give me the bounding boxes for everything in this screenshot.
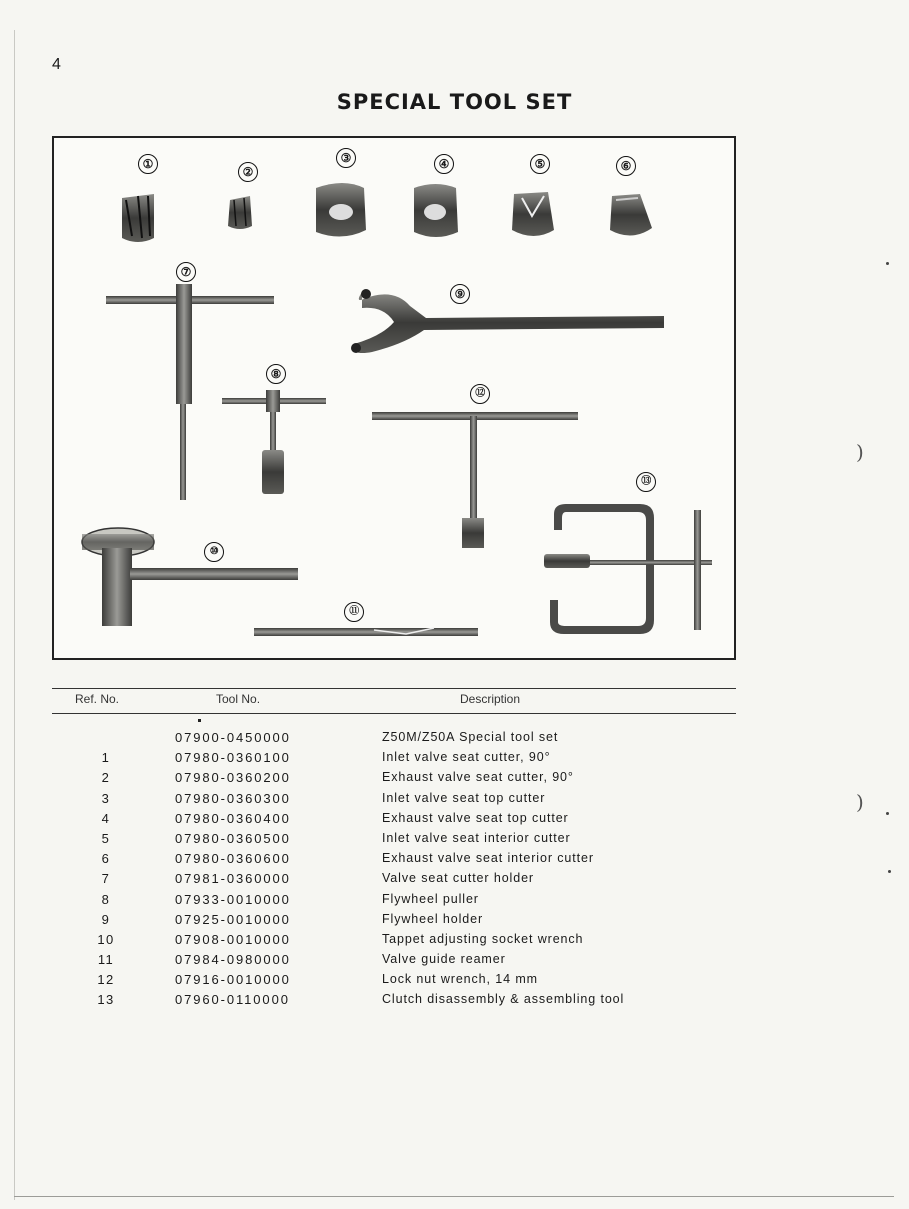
tool-number-cell: 07916-0010000 xyxy=(175,972,291,988)
table-row xyxy=(0,952,909,972)
ref-cell: 8 xyxy=(101,891,111,907)
description-cell: Exhaust valve seat top cutter xyxy=(382,810,569,825)
table-row xyxy=(0,972,909,992)
callout-8: ⑧ xyxy=(266,364,286,384)
tappet-wrench-drawing xyxy=(82,528,298,626)
tool-number-cell: 07980-0360200 xyxy=(175,770,291,786)
description-cell: Inlet valve seat interior cutter xyxy=(382,830,571,845)
callout-12: ⑫ xyxy=(470,384,490,404)
table-row xyxy=(0,892,909,912)
header-description: Description xyxy=(460,692,521,706)
table-row xyxy=(0,770,909,790)
tool-number-cell: 07933-0010000 xyxy=(175,891,291,907)
cutter-1 xyxy=(122,194,154,242)
callout-3: ③ xyxy=(336,148,356,168)
description-cell: Tappet adjusting socket wrench xyxy=(382,931,584,946)
tool-drawings xyxy=(54,138,734,658)
callout-13: ⑬ xyxy=(636,472,656,492)
description-cell: Clutch disassembly & assembling tool xyxy=(382,992,625,1007)
header-tool-no: Tool No. xyxy=(216,692,261,706)
scan-speck xyxy=(886,262,889,265)
callout-9: ⑨ xyxy=(450,284,470,304)
page-number: 4 xyxy=(52,56,61,73)
callout-2: ② xyxy=(238,162,258,182)
mark xyxy=(198,719,201,722)
callout-11: ⑪ xyxy=(344,602,364,622)
cutter-holder-drawing xyxy=(106,284,274,500)
description-cell: Inlet valve seat top cutter xyxy=(382,790,546,805)
table-row xyxy=(0,992,909,1012)
ref-cell: 5 xyxy=(101,830,111,846)
description-cell: Valve seat cutter holder xyxy=(382,871,534,886)
table-row xyxy=(0,730,909,750)
table-row xyxy=(0,791,909,811)
table-row xyxy=(0,932,909,952)
page-title: SPECIAL TOOL SET xyxy=(336,90,573,114)
tool-set-photo xyxy=(52,136,736,660)
table-rule xyxy=(52,713,736,714)
lock-nut-wrench-drawing xyxy=(372,412,578,548)
ref-cell: 13 xyxy=(97,992,115,1008)
tool-number-cell: 07980-0360500 xyxy=(175,830,291,846)
ref-cell: 10 xyxy=(97,931,115,947)
description-cell: Flywheel holder xyxy=(382,911,484,926)
flywheel-holder-drawing xyxy=(351,289,664,353)
ref-cell: 1 xyxy=(101,750,111,766)
tool-number-cell: 07900-0450000 xyxy=(175,730,291,745)
table-row xyxy=(0,831,909,851)
tool-number-cell: 07981-0360000 xyxy=(175,871,291,887)
callout-4: ④ xyxy=(434,154,454,174)
tool-number-cell: 07925-0010000 xyxy=(175,911,291,927)
callout-10: ⑩ xyxy=(204,542,224,562)
tool-number-cell: 07980-0360400 xyxy=(175,810,291,826)
callout-7: ⑦ xyxy=(176,262,196,282)
ref-cell: 2 xyxy=(101,770,111,786)
description-cell: Exhaust valve seat interior cutter xyxy=(382,851,594,866)
margin-mark: ) xyxy=(856,440,864,464)
clutch-tool-drawing xyxy=(544,504,712,634)
tool-number-cell: 07980-0360300 xyxy=(175,790,291,806)
tool-table-body xyxy=(0,730,909,1013)
description-cell: Z50M/Z50A Special tool set xyxy=(382,730,559,744)
cutter-3 xyxy=(316,183,366,237)
ref-cell: 4 xyxy=(101,810,111,826)
page-edge xyxy=(14,30,15,1200)
cutter-4 xyxy=(414,184,458,237)
ref-cell: 9 xyxy=(101,911,111,927)
description-cell: Flywheel puller xyxy=(382,891,479,906)
valve-guide-reamer-drawing xyxy=(254,628,478,636)
table-row xyxy=(0,912,909,932)
cutter-2 xyxy=(228,196,252,229)
cutter-6 xyxy=(610,194,652,236)
description-cell: Valve guide reamer xyxy=(382,952,506,967)
flywheel-puller-drawing xyxy=(222,390,326,494)
tool-number-cell: 07984-0980000 xyxy=(175,952,291,968)
scan-speck xyxy=(888,870,891,873)
tool-number-cell: 07960-0110000 xyxy=(175,992,290,1008)
scan-speck xyxy=(886,812,889,815)
description-cell: Exhaust valve seat cutter, 90° xyxy=(382,770,574,785)
ref-cell: 11 xyxy=(97,952,115,968)
ref-cell: 7 xyxy=(101,871,111,887)
table-rule xyxy=(52,688,736,689)
description-cell: Inlet valve seat cutter, 90° xyxy=(382,750,551,765)
ref-cell: 12 xyxy=(97,972,115,988)
tool-number-cell: 07908-0010000 xyxy=(175,931,291,947)
table-row xyxy=(0,871,909,891)
tool-number-cell: 07980-0360100 xyxy=(175,750,291,766)
callout-6: ⑥ xyxy=(616,156,636,176)
tool-number-cell: 07980-0360600 xyxy=(175,851,291,867)
table-row xyxy=(0,750,909,770)
description-cell: Lock nut wrench, 14 mm xyxy=(382,972,538,987)
page-edge xyxy=(14,1196,894,1197)
ref-cell: 6 xyxy=(101,851,111,867)
header-ref-no: Ref. No. xyxy=(75,692,120,706)
table-row xyxy=(0,851,909,871)
callout-1: ① xyxy=(138,154,158,174)
ref-cell: 3 xyxy=(101,790,111,806)
margin-mark: ) xyxy=(856,790,864,814)
cutter-5 xyxy=(512,192,554,236)
callout-5: ⑤ xyxy=(530,154,550,174)
table-row xyxy=(0,811,909,831)
